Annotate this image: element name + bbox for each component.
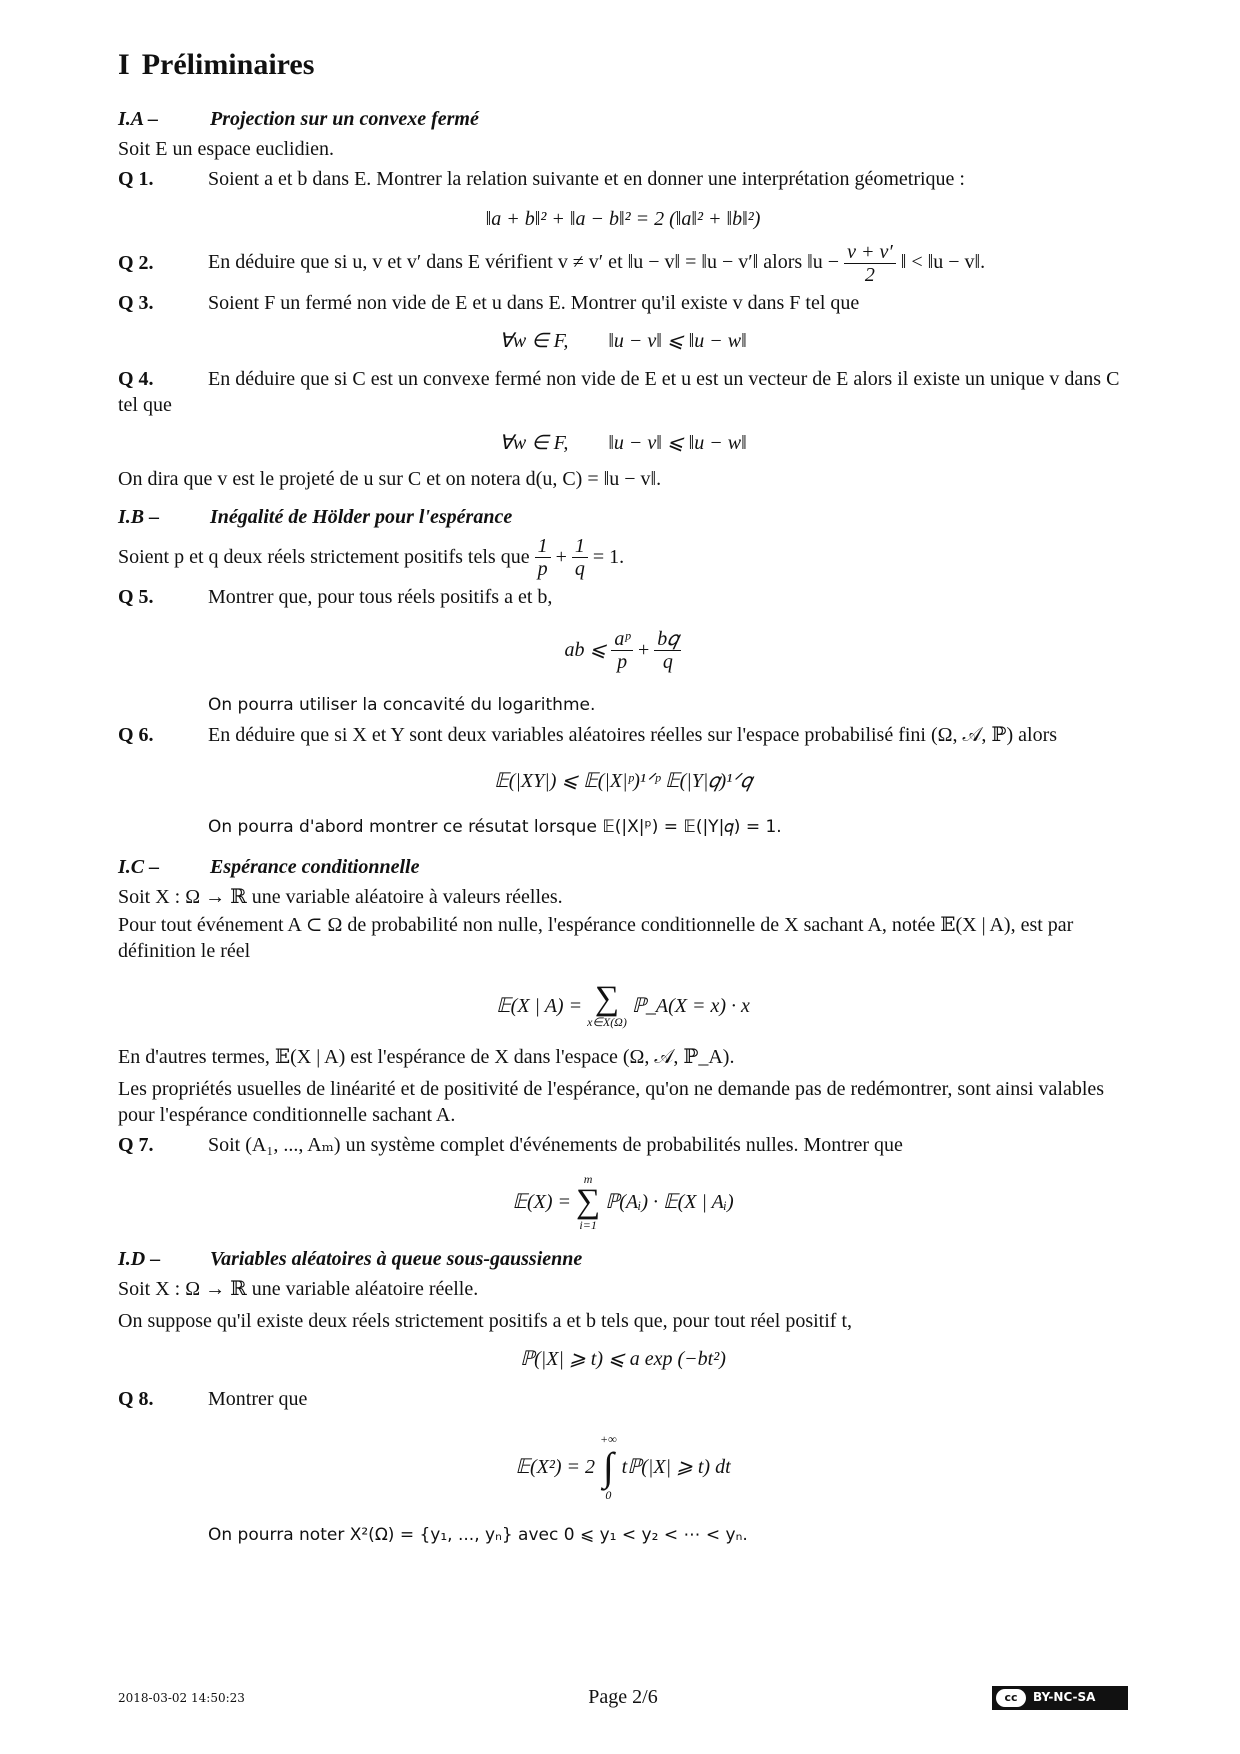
integral-symbol: +∞ ∫ 0	[599, 1432, 617, 1502]
q5-fraction-b: $\frac{\text{b𝑞}}{q}$	[654, 628, 681, 673]
question-5: Q 5. Montrer que, pour tous réels positifs a et b,	[118, 586, 553, 608]
subsection-heading-c: I.C – Espérance conditionnelle	[118, 856, 420, 878]
q6-hint: On pourra d'abord montrer ce résutat lorsque 𝔼(|X|ᵖ) = 𝔼(|Y|𝑞) = 1.	[208, 817, 782, 837]
license-badge	[992, 1686, 1128, 1710]
question-7: Q 7. Soit (A₁, ..., Aₘ) un système complet d'événements de probabilités nulles. Montrer que	[118, 1134, 903, 1156]
subsection-a-outro: On dira que v est le projeté de u sur C et on notera d(u, C) = ‖u − v‖.	[118, 468, 662, 490]
cc-icon: cc	[996, 1689, 1026, 1707]
subsection-c-p1: Soit X : Ω → ℝ une variable aléatoire à valeurs réelles.	[118, 886, 563, 908]
q7-sum-symbol: m ∑ i=1	[576, 1172, 601, 1232]
conditional-expectation-formula: 𝔼(X | A) = ∑ x∈X(Ω) ℙ_A(X = x) · x	[496, 980, 750, 1029]
subsection-c-p4: Les propriétés usuelles de linéarité et de positivité de l'espérance, qu'on ne demande pas de redémontrer, sont ainsi valables pour l'espérance conditionnelle sachant A.	[118, 1078, 1105, 1126]
q8-formula: 𝔼(X²) = 2 +∞ ∫ 0 tℙ(|X| ⩾ t) dt	[515, 1432, 731, 1502]
question-8: Q 8. Montrer que	[118, 1388, 308, 1410]
footer-timestamp: 2018-03-02 14:50:23	[118, 1691, 245, 1705]
sum-symbol: ∑ x∈X(Ω)	[587, 980, 627, 1029]
subsection-heading-b: I.B – Inégalité de Hölder pour l'espérance	[118, 506, 513, 528]
page-number: Page 2/6	[588, 1686, 658, 1708]
q8-hint: On pourra noter X²(Ω) = {y₁, ..., yₙ} avec 0 ⩽ y₁ < y₂ < ⋯ < yₙ.	[208, 1525, 748, 1545]
subsection-b-intro: Soient p et q deux réels strictement positifs tels que $\frac{1}{p}$ + $\frac{1}{q}$ = 1.	[118, 534, 625, 580]
q2-fraction: $\frac{v + v'}{2}$	[844, 241, 896, 286]
question-4: Q 4. En déduire que si C est un convexe fermé non vide de E et u est un vecteur de E alors il existe un unique v dans C tel que	[118, 368, 1120, 416]
subsection-heading-d: I.D – Variables aléatoires à queue sous-gaussienne	[118, 1248, 583, 1270]
question-2: Q 2. En déduire que si u, v et v′ dans E vérifient v ≠ v′ et ‖u − v‖ = ‖u − v′‖ alors ‖u − $\frac{v + v'}{2}$ ‖ < ‖u − v‖.	[118, 240, 986, 286]
section-heading: I Préliminaires	[118, 48, 315, 81]
q5-fraction-a: $\frac{\text{aᵖ}}{p}$	[611, 628, 633, 673]
question-6: Q 6. En déduire que si X et Y sont deux variables aléatoires réelles sur l'espace probabilisé fini (Ω, 𝒜, ℙ) alors	[118, 724, 1058, 746]
subsection-a-intro: Soit E un espace euclidien.	[118, 138, 335, 160]
q4-formula: ∀w ∈ F, ‖u − v‖ ⩽ ‖u − w‖	[499, 432, 747, 454]
subsection-d-p1: Soit X : Ω → ℝ une variable aléatoire réelle.	[118, 1278, 479, 1300]
q5-hint: On pourra utiliser la concavité du logarithme.	[208, 695, 596, 715]
q5-formula: ab ⩽ $\frac{\text{aᵖ}}{p}$ + $\frac{\text{b𝑞}}{q}$	[118, 618, 1128, 682]
page-content	[118, 48, 1128, 1548]
subsection-d-p2: On suppose qu'il existe deux réels strictement positifs a et b tels que, pour tout réel positif t,	[118, 1310, 853, 1332]
tail-bound-formula: ℙ(|X| ⩾ t) ⩽ a exp (−bt²)	[520, 1348, 726, 1370]
q7-formula: 𝔼(X) = m ∑ i=1 ℙ(Aᵢ) · 𝔼(X | Aᵢ)	[512, 1172, 734, 1232]
q1-formula: ‖a + b‖² + ‖a − b‖² = 2 (‖a‖² + ‖b‖²)	[485, 208, 761, 230]
fraction-1-over-p: $\frac{1}{p}$	[535, 535, 551, 580]
license-label: BY-NC-SA	[1033, 1690, 1096, 1704]
q6-formula: 𝔼(|XY|) ⩽ 𝔼(|X|ᵖ)¹ᐟᵖ 𝔼(|Y|𝑞)¹ᐟ𝑞	[494, 770, 752, 792]
subsection-c-p2: Pour tout événement A ⊂ Ω de probabilité non nulle, l'espérance conditionnelle de X sachant A, notée 𝔼(X | A), est par définition le réel	[118, 914, 1074, 962]
question-3: Q 3. Soient F un fermé non vide de E et u dans E. Montrer qu'il existe v dans F tel que	[118, 292, 860, 314]
subsection-c-p3: En d'autres termes, 𝔼(X | A) est l'espérance de X dans l'espace (Ω, 𝒜, ℙ_A).	[118, 1046, 735, 1068]
page-footer	[118, 1686, 1128, 1710]
fraction-1-over-q: $\frac{1}{q}$	[572, 535, 588, 580]
subsection-heading-a: I.A – Projection sur un convexe fermé	[118, 108, 479, 130]
question-1: Q 1. Soient a et b dans E. Montrer la relation suivante et en donner une interprétation géometrique :	[118, 168, 965, 190]
q3-formula: ∀w ∈ F, ‖u − v‖ ⩽ ‖u − w‖	[499, 330, 747, 352]
